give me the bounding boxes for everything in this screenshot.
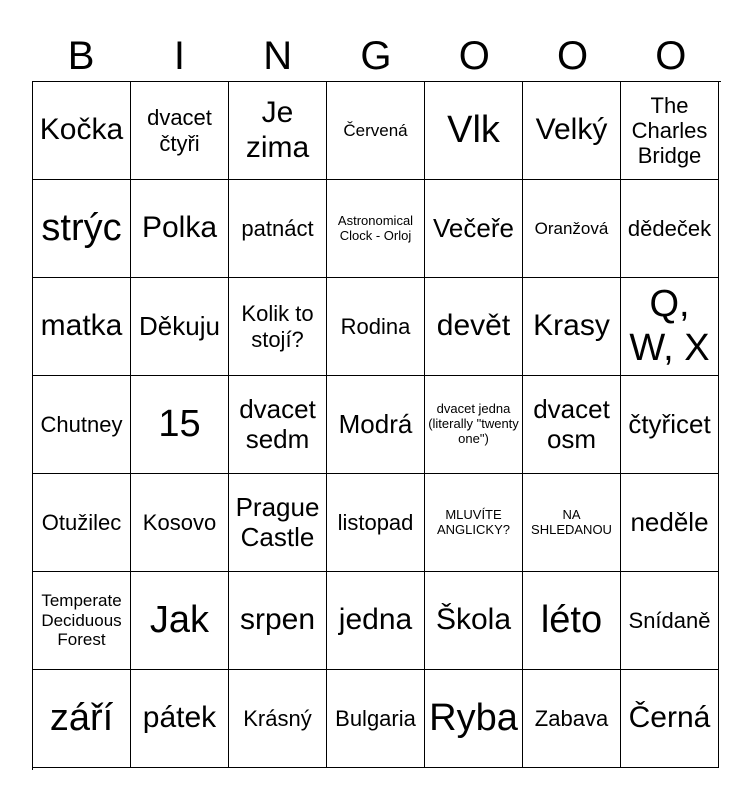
bingo-cell[interactable]: léto bbox=[523, 572, 621, 670]
bingo-cell[interactable]: pátek bbox=[131, 670, 229, 768]
bingo-cell[interactable]: Červená bbox=[327, 82, 425, 180]
header-letter-o1: O bbox=[458, 34, 490, 78]
bingo-cell[interactable]: Chutney bbox=[33, 376, 131, 474]
bingo-cell[interactable]: dědeček bbox=[621, 180, 719, 278]
header-letter-o2: O bbox=[557, 34, 589, 78]
bingo-cell[interactable]: neděle bbox=[621, 474, 719, 572]
bingo-cell[interactable]: The Charles Bridge bbox=[621, 82, 719, 180]
bingo-cell[interactable]: Snídaně bbox=[621, 572, 719, 670]
bingo-cell[interactable]: Otužilec bbox=[33, 474, 131, 572]
bingo-cell[interactable]: dvacet čtyři bbox=[131, 82, 229, 180]
header-letter-b: B bbox=[67, 34, 95, 78]
bingo-cell[interactable]: dvacet osm bbox=[523, 376, 621, 474]
bingo-cell[interactable]: Děkuju bbox=[131, 278, 229, 376]
bingo-cell[interactable]: devět bbox=[425, 278, 523, 376]
bingo-cell[interactable]: MLUVÍTE ANGLICKY? bbox=[425, 474, 523, 572]
bingo-cell[interactable]: Škola bbox=[425, 572, 523, 670]
bingo-cell[interactable]: Q, W, X bbox=[621, 278, 719, 376]
bingo-cell[interactable]: Polka bbox=[131, 180, 229, 278]
bingo-cell[interactable]: Jak bbox=[131, 572, 229, 670]
bingo-cell[interactable]: 15 bbox=[131, 376, 229, 474]
bingo-cell[interactable]: NA SHLEDANOU bbox=[523, 474, 621, 572]
header-letter-n: N bbox=[263, 34, 293, 78]
bingo-cell[interactable]: Kosovo bbox=[131, 474, 229, 572]
bingo-cell[interactable]: září bbox=[33, 670, 131, 768]
bingo-cell[interactable]: dvacet sedm bbox=[229, 376, 327, 474]
bingo-cell[interactable]: Bulgaria bbox=[327, 670, 425, 768]
bingo-cell[interactable]: Kočka bbox=[33, 82, 131, 180]
bingo-cell[interactable]: Rodina bbox=[327, 278, 425, 376]
bingo-cell[interactable]: Zabava bbox=[523, 670, 621, 768]
header-letter-g: G bbox=[360, 34, 392, 78]
bingo-cell[interactable]: Astronomical Clock - Orloj bbox=[327, 180, 425, 278]
bingo-cell[interactable]: Kolik to stojí? bbox=[229, 278, 327, 376]
bingo-cell[interactable]: Velký bbox=[523, 82, 621, 180]
header-letter-i: I bbox=[173, 34, 185, 78]
bingo-cell[interactable]: Prague Castle bbox=[229, 474, 327, 572]
bingo-card-grid bbox=[32, 81, 721, 770]
bingo-cell[interactable]: listopad bbox=[327, 474, 425, 572]
bingo-cell[interactable]: Oranžová bbox=[523, 180, 621, 278]
bingo-cell[interactable]: Vlk bbox=[425, 82, 523, 180]
bingo-header bbox=[32, 30, 720, 82]
bingo-cell[interactable]: Krásný bbox=[229, 670, 327, 768]
bingo-cell[interactable]: dvacet jedna (literally "twenty one") bbox=[425, 376, 523, 474]
bingo-cell[interactable]: patnáct bbox=[229, 180, 327, 278]
bingo-cell[interactable]: Ryba bbox=[425, 670, 523, 768]
bingo-cell[interactable]: Černá bbox=[621, 670, 719, 768]
bingo-cell[interactable]: Je zima bbox=[229, 82, 327, 180]
bingo-cell[interactable]: Krasy bbox=[523, 278, 621, 376]
bingo-cell[interactable]: matka bbox=[33, 278, 131, 376]
bingo-cell[interactable]: Večeře bbox=[425, 180, 523, 278]
bingo-cell[interactable]: jedna bbox=[327, 572, 425, 670]
bingo-cell[interactable]: Temperate Deciduous Forest bbox=[33, 572, 131, 670]
bingo-cell[interactable]: srpen bbox=[229, 572, 327, 670]
header-letter-o3: O bbox=[655, 34, 687, 78]
bingo-cell[interactable]: strýc bbox=[33, 180, 131, 278]
bingo-cell[interactable]: čtyřicet bbox=[621, 376, 719, 474]
bingo-cell[interactable]: Modrá bbox=[327, 376, 425, 474]
